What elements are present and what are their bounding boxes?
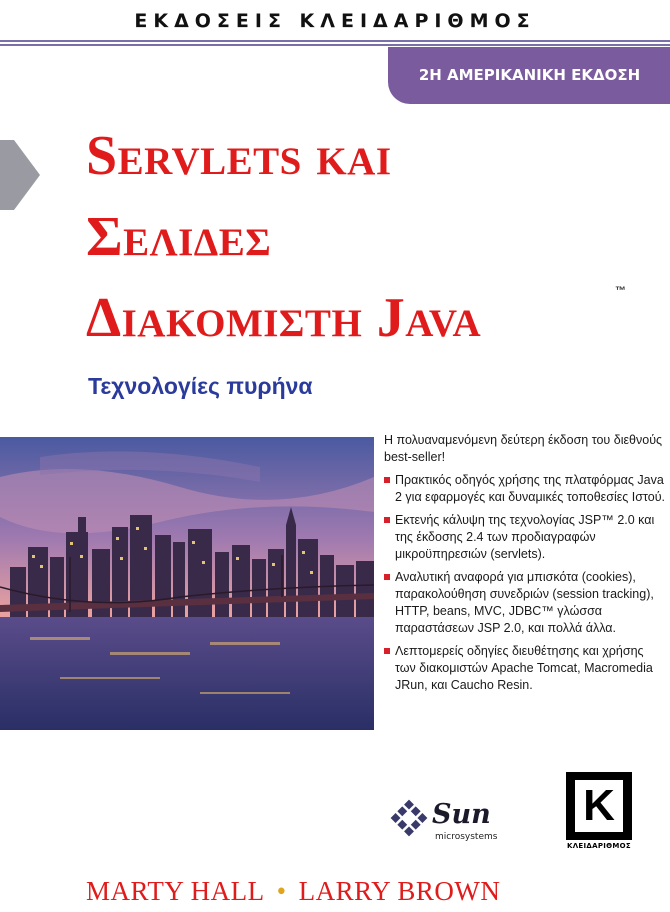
feature-intro: Η πολυαναμενόμενη δεύτερη έκδοση του διεθνούς best-seller! bbox=[384, 433, 663, 464]
sun-microsystems-logo bbox=[388, 797, 508, 847]
edition-label: 2Η ΑΜΕΡΙΚΑΝΙΚΗ ΕΚΔΟΣΗ bbox=[418, 66, 641, 84]
arrow-tab-icon bbox=[0, 140, 40, 210]
title-line-2: Σελιδες bbox=[86, 206, 272, 268]
publisher-logo-letter: K bbox=[575, 780, 623, 832]
feature-bullet: Αναλυτική αναφορά για μπισκότα (cookies), παρακολούθηση συνεδριών (session tracking), HTTP, beans, MVC, JDBC™ γλώσσα παραστάσεων JSP 2.0, και πολλά άλλα. bbox=[384, 569, 666, 637]
sun-subtext: microsystems bbox=[435, 832, 498, 842]
authors bbox=[86, 876, 500, 907]
author-1: MARTY HALL bbox=[86, 876, 265, 906]
publisher-logo-box bbox=[566, 772, 632, 840]
subtitle: Τεχνολογίες πυρήνα bbox=[88, 373, 313, 399]
feature-bullet: Εκτενής κάλυψη της τεχνολογίας JSP™ 2.0 και της έκδοσης 2.4 των προδιαγραφών μικροϋπηρεσιών (servlets). bbox=[384, 512, 666, 563]
title-line-1: Servlets και bbox=[86, 125, 392, 187]
sun-wordmark: Sun bbox=[432, 799, 491, 830]
feature-bullet: Πρακτικός οδηγός χρήσης της πλατφόρμας Java 2 για εφαρμογές και δυναμικές τοποθεσίες Ιστού. bbox=[384, 472, 666, 506]
author-separator: • bbox=[276, 876, 287, 906]
cover-photo-skyline bbox=[0, 437, 374, 730]
trademark: ™ bbox=[615, 285, 626, 297]
publisher-name: ΕΚΔΟΣΕΙΣ ΚΛΕΙΔΑΡΙΘΜΟΣ bbox=[134, 10, 536, 32]
top-rule-2 bbox=[0, 44, 670, 46]
feature-list bbox=[384, 432, 666, 700]
publisher-logo-name: ΚΛΕΙΔΑΡΙΘΜΟΣ bbox=[566, 842, 632, 850]
top-rule bbox=[0, 40, 670, 42]
title-line-3: Διακομιστη Java bbox=[86, 287, 482, 349]
author-2: LARRY BROWN bbox=[298, 876, 501, 906]
publisher-logo bbox=[566, 772, 632, 857]
sun-logo-icon bbox=[388, 797, 430, 839]
feature-bullet: Λεπτομερείς οδηγίες διευθέτησης και χρήσης των διακομιστών Apache Tomcat, Macromedia JRun, και Caucho Resin. bbox=[384, 643, 666, 694]
